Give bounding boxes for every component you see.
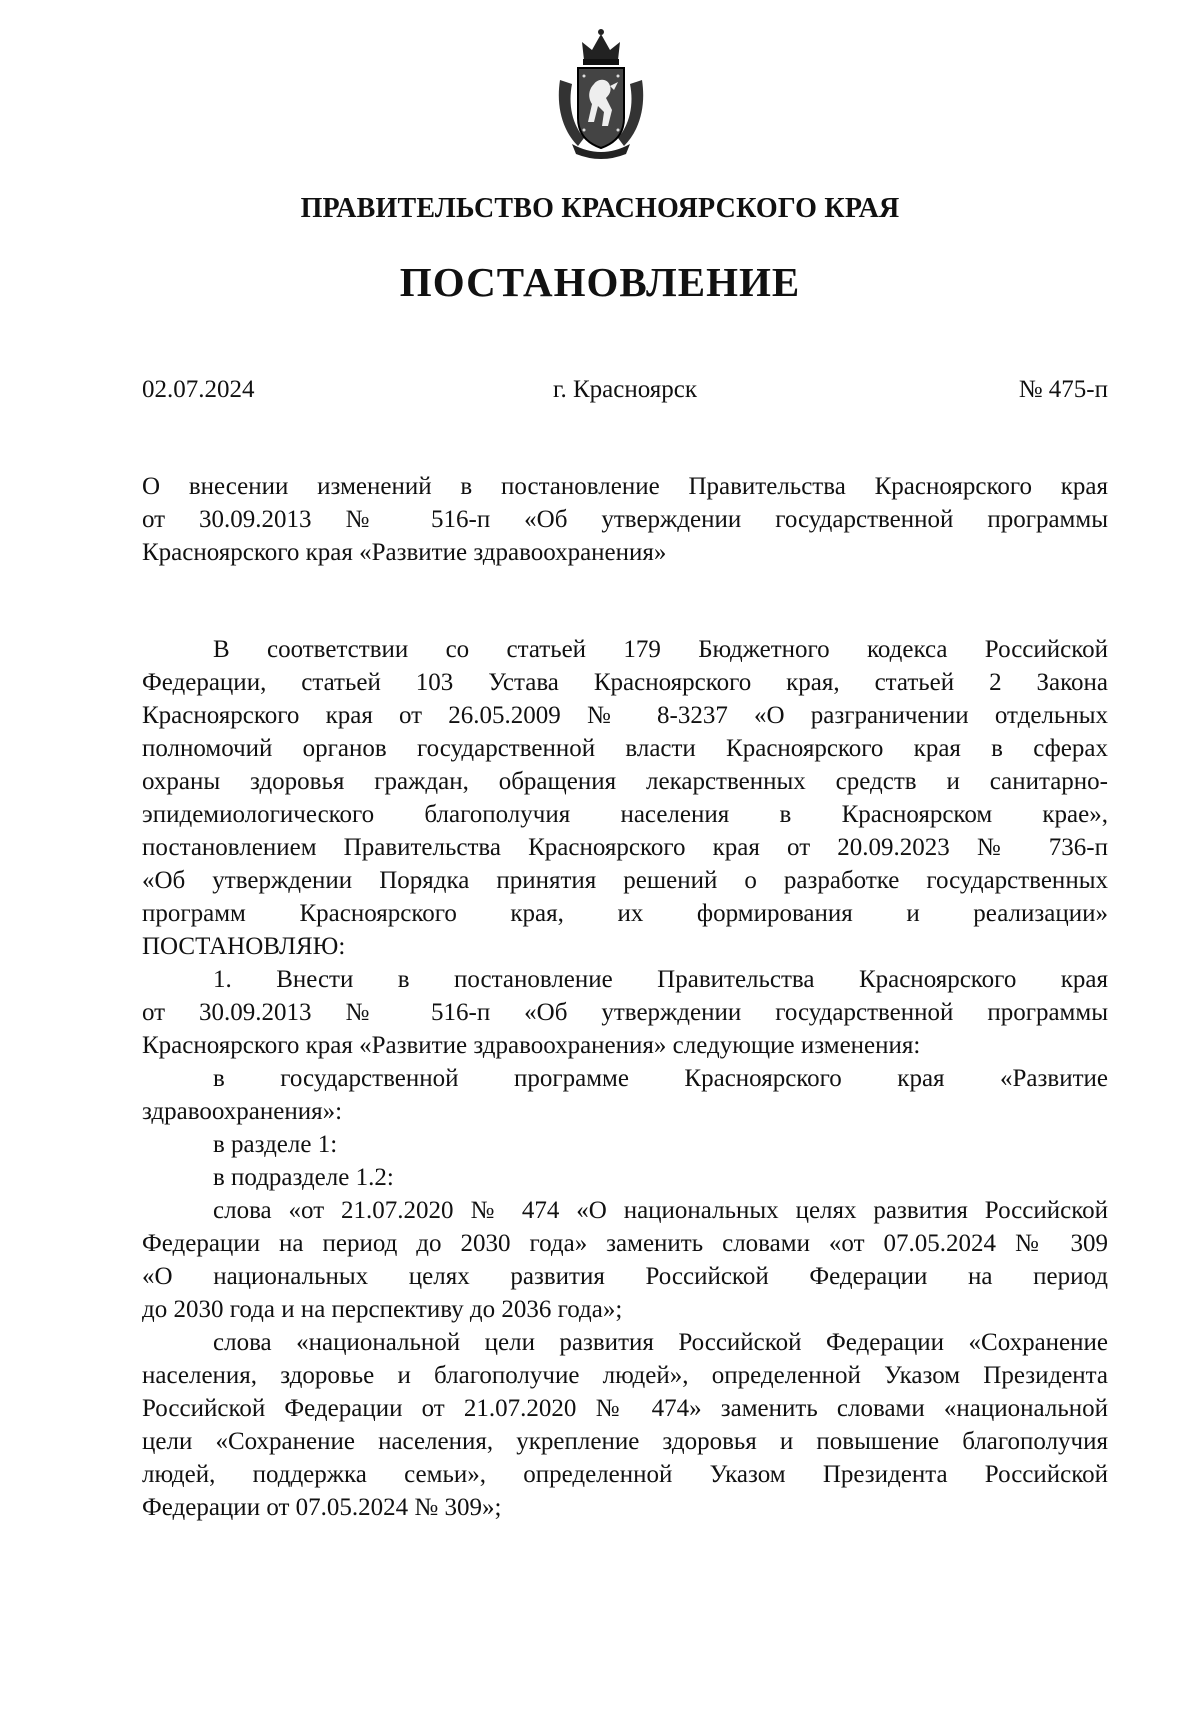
organization-title: ПРАВИТЕЛЬСТВО КРАСНОЯРСКОГО КРАЯ xyxy=(300,193,900,224)
body-line: слова «от 21.07.2020 № 474 «О национальных целях развития Российской xyxy=(213,1197,1108,1224)
document-date: 02.07.2024 xyxy=(142,376,255,403)
document-city: г. Красноярск xyxy=(553,376,697,403)
body-line: Федерации на период до 2030 года» заменить словами «от 07.05.2024 № 309 xyxy=(142,1230,1108,1257)
body-line: программ Красноярского края, их формирования и реализации» xyxy=(142,900,1108,927)
document-number: № 475-п xyxy=(1018,376,1108,403)
body-line: Федерации, статьей 103 Устава Красноярского края, статьей 2 Закона xyxy=(142,669,1108,696)
body-line: ПОСТАНОВЛЯЮ: xyxy=(142,933,346,960)
body-line: Федерации от 07.05.2024 № 309»; xyxy=(142,1494,502,1521)
body-line: от 30.09.2013 № 516-п «Об утверждении государственной программы xyxy=(142,999,1108,1026)
body-line: в подразделе 1.2: xyxy=(213,1164,394,1191)
document-body xyxy=(142,633,1108,1524)
body-line: цели «Сохранение населения, укрепление здоровья и повышение благополучия xyxy=(142,1428,1108,1455)
document-meta-row xyxy=(142,376,1108,410)
body-line: В соответствии со статьей 179 Бюджетного кодекса Российской xyxy=(213,636,1108,663)
body-line: слова «национальной цели развития Российской Федерации «Сохранение xyxy=(213,1329,1108,1356)
document-subject xyxy=(142,470,1108,569)
subject-line: О внесении изменений в постановление Правительства Красноярского края xyxy=(142,473,1108,500)
body-line: здравоохранения»: xyxy=(142,1098,343,1125)
body-line: людей, поддержка семьи», определенной Указом Президента Российской xyxy=(142,1461,1108,1488)
body-line: Красноярского края «Развитие здравоохранения» следующие изменения: xyxy=(142,1032,921,1059)
document-type-title: ПОСТАНОВЛЕНИЕ xyxy=(399,259,801,305)
body-line: до 2030 года и на перспективу до 2036 года»; xyxy=(142,1296,623,1323)
body-line: «О национальных целях развития Российской Федерации на период xyxy=(142,1263,1108,1290)
body-line: «Об утверждении Порядка принятия решений о разработке государственных xyxy=(142,867,1108,894)
body-line: Красноярского края от 26.05.2009 № 8-3237 «О разграничении отдельных xyxy=(142,702,1108,729)
body-line: эпидемиологического благополучия населения в Красноярском крае», xyxy=(142,801,1108,828)
body-line: постановлением Правительства Красноярского края от 20.09.2023 № 736-п xyxy=(142,834,1108,861)
body-line: Российской Федерации от 21.07.2020 № 474» заменить словами «национальной xyxy=(142,1395,1108,1422)
body-line: 1. Внести в постановление Правительства Красноярского края xyxy=(213,966,1108,993)
body-line: полномочий органов государственной власти Красноярского края в сферах xyxy=(142,735,1108,762)
coat-of-arms-icon xyxy=(554,26,648,160)
subject-line: от 30.09.2013 № 516-п «Об утверждении государственной программы xyxy=(142,506,1108,533)
body-line: охраны здоровья граждан, обращения лекарственных средств и санитарно- xyxy=(142,768,1108,795)
body-line: населения, здоровье и благополучие людей», определенной Указом Президента xyxy=(142,1362,1108,1389)
subject-line: Красноярского края «Развитие здравоохранения» xyxy=(142,539,667,566)
body-line: в государственной программе Красноярского края «Развитие xyxy=(213,1065,1108,1092)
body-line: в разделе 1: xyxy=(213,1131,338,1158)
